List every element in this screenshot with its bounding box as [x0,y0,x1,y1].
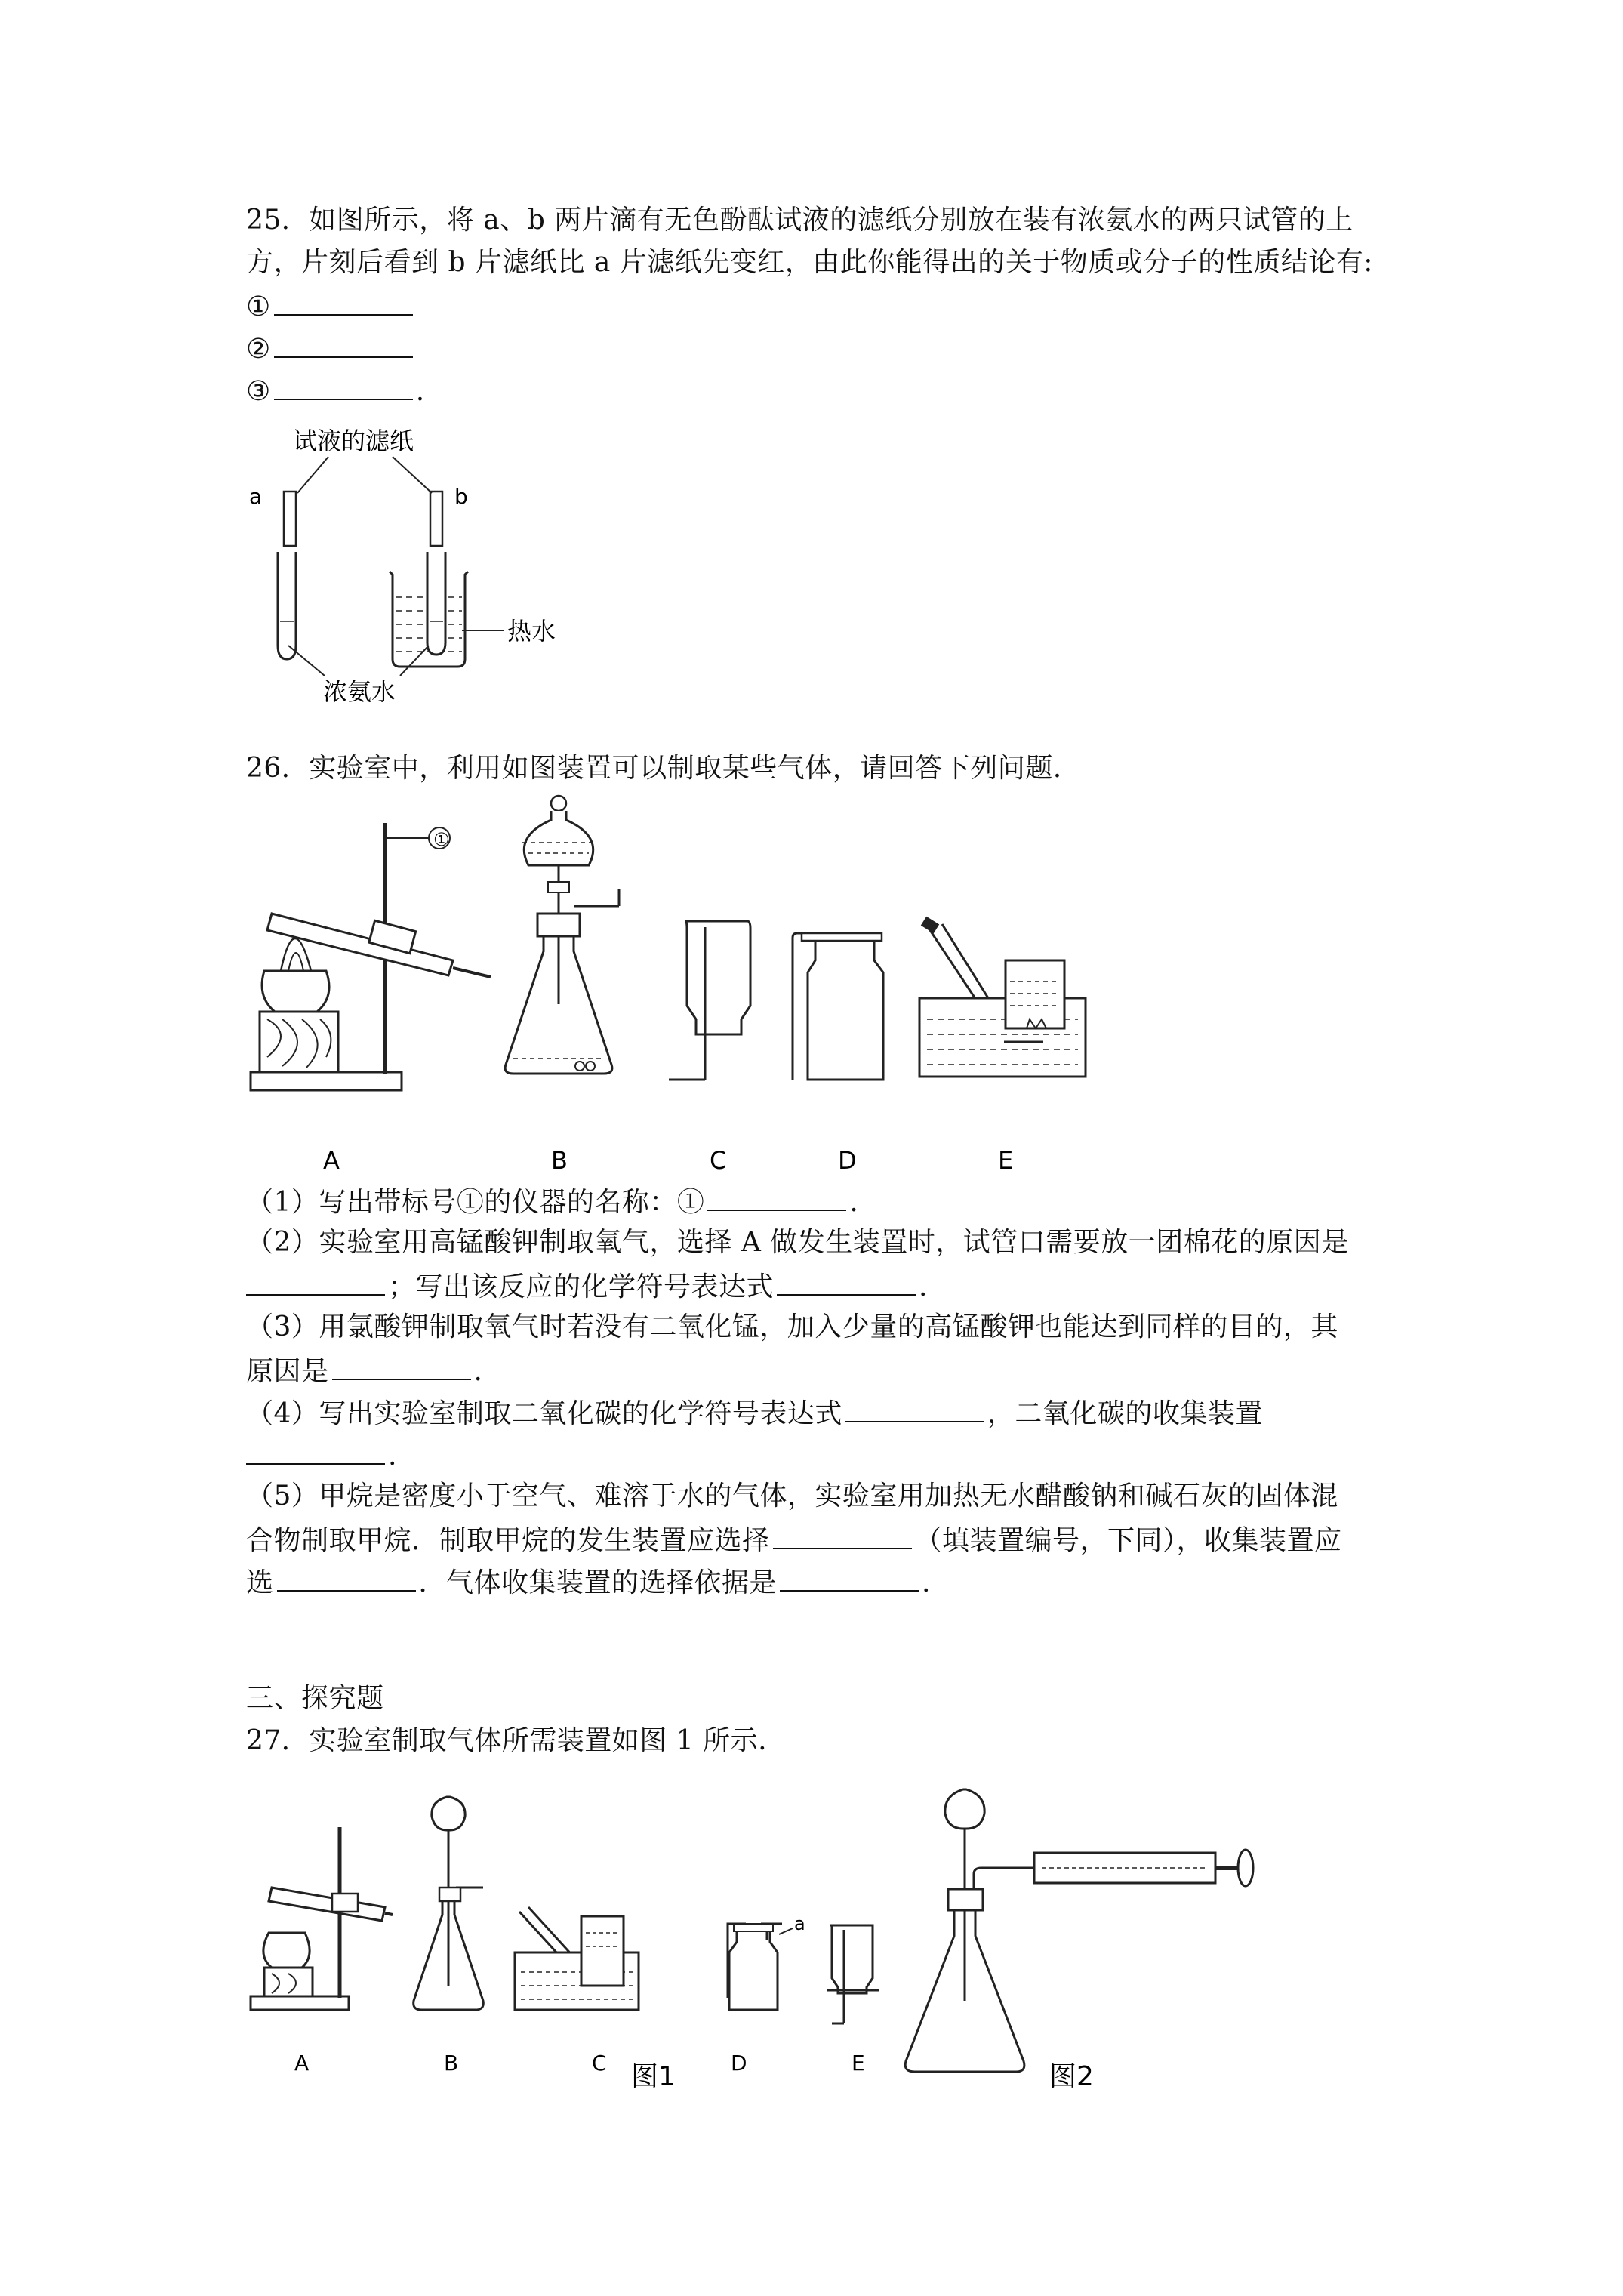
q26-part4-line2: . [246,1438,397,1473]
q26-label-d: D [838,1146,857,1175]
q25-label-b: b [454,484,468,509]
q26-part5-line2: 合物制取甲烷．制取甲烷的发生装置应选择 （填装置编号，下同），收集装置应 [246,1522,1342,1558]
apparatus-e [919,917,1086,1077]
q26-blank-4a[interactable] [845,1395,984,1422]
q27-apparatus-c [515,1907,639,2010]
q27-label-b: B [444,2051,459,2076]
q26-marker: ① [433,829,450,850]
q27-label-d: D [731,2051,747,2076]
q25-line2: 方，片刻后看到 b 片滤纸比 a 片滤纸先变红，由此你能得出的关于物质或分子的性质结论有: [246,247,1373,278]
q25-blank-2[interactable] [274,331,413,358]
q26-part2-line2: ；写出该反应的化学符号表达式 . [246,1268,928,1304]
q26-part4-line1: （4）写出实验室制取二氧化碳的化学符号表达式 ，二氧化碳的收集装置 [246,1395,1263,1431]
q26-part1: （1）写出带标号①的仪器的名称：① . [246,1184,858,1219]
q26-blank-1[interactable] [707,1184,846,1211]
test-tube-b [427,552,445,655]
q25-label-paper: 试液的滤纸 [293,427,414,455]
q25-blank-1[interactable] [274,288,413,316]
q27-title: 27．实验室制取气体所需装置如图 1 所示. [246,1725,768,1756]
test-tube-a [278,552,296,659]
q27-figure [242,1774,1268,2091]
q25-line1: 25．如图所示，将 a、b 两片滴有无色酚酞试液的滤纸分别放在装有浓氨水的两只试管的上 [246,205,1354,236]
q26-label-a: A [323,1146,340,1175]
q27-fig2-caption: 图2 [1049,2061,1094,2091]
q26-label-e: E [998,1146,1014,1175]
q27-fig1-caption: 图1 [631,2061,676,2091]
q26-label-b: B [551,1146,568,1175]
q26-label-c: C [710,1146,727,1175]
q27-fig2-apparatus [905,1789,1253,2072]
q26-part2-line1: （2）实验室用高锰酸钾制取氧气，选择 A 做发生装置时，试管口需要放一团棉花的原因是 [246,1227,1349,1258]
q26-blank-2a[interactable] [246,1268,385,1296]
q26-title: 26．实验室中，利用如图装置可以制取某些气体，请回答下列问题. [246,753,1062,784]
apparatus-a [251,823,491,1090]
q25-label-a: a [249,484,263,509]
q26-blank-4b[interactable] [246,1438,385,1465]
q25-item1-marker: ① [246,291,271,322]
apparatus-c [669,921,750,1080]
q27-label-e: E [852,2051,865,2076]
q26-figure [242,793,1178,1178]
q27-label-c: C [592,2051,607,2076]
paper-strip-b [430,492,442,546]
q26-blank-3[interactable] [332,1353,471,1380]
q26-blank-2b[interactable] [777,1268,916,1296]
q27-apparatus-e [827,1925,879,2023]
q25-figure [242,419,574,713]
q26-part3-line1: （3）用氯酸钾制取氧气时若没有二氧化锰，加入少量的高锰酸钾也能达到同样的目的，其 [246,1311,1338,1342]
q27-label-a: A [294,2051,310,2076]
apparatus-d [793,933,883,1080]
q25-item2-marker: ② [246,334,271,365]
q27-apparatus-a [251,1827,393,2010]
q25-answer-2[interactable] [246,331,416,366]
q25-answer-1[interactable] [246,288,416,324]
q26-part5-line3: 选 ．气体收集装置的选择依据是 . [246,1564,931,1600]
q25-label-ammonia: 浓氨水 [323,677,396,706]
q25-item3-marker: ③ [246,376,271,407]
paper-strip-a [284,492,296,546]
section3-heading: 三、探究题 [246,1683,384,1714]
q26-blank-5a[interactable] [773,1522,912,1549]
q27-apparatus-b [414,1797,484,2010]
q27-apparatus-d [728,1913,805,2010]
q26-part3-line2: 原因是 . [246,1353,482,1388]
q26-part5-line1: （5）甲烷是密度小于空气、难溶于水的气体，实验室用加热无水醋酸钠和碱石灰的固体混 [246,1481,1338,1512]
q25-label-hotwater: 热水 [507,617,556,646]
apparatus-b [505,796,619,1074]
q25-answer-3[interactable]: ③ . [246,373,425,408]
q25-blank-3[interactable] [274,373,413,400]
q27-label-a-port: a [794,1913,805,1934]
q26-blank-5c[interactable] [780,1564,919,1592]
q26-blank-5b[interactable] [277,1564,416,1592]
